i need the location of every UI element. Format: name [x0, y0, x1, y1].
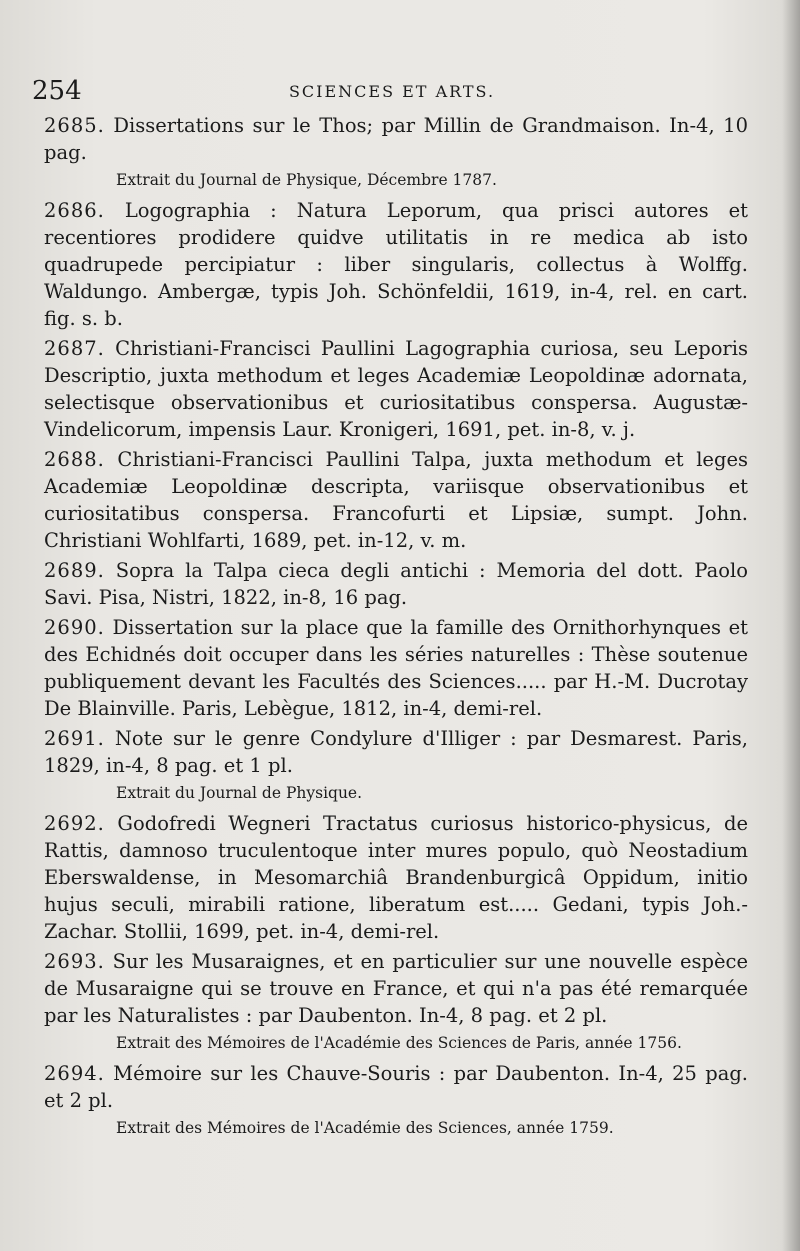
bibliography-entry — [44, 810, 748, 945]
entry-number: 2687. — [44, 337, 105, 360]
entry-number: 2691. — [44, 727, 105, 750]
entry-number: 2693. — [44, 950, 105, 973]
entry-number: 2690. — [44, 616, 105, 639]
bibliography-entry — [44, 446, 748, 554]
bibliography-entry — [44, 112, 748, 166]
entry-number: 2685. — [44, 114, 105, 137]
bibliography-entry — [44, 335, 748, 443]
page-number: 254 — [32, 76, 82, 106]
entry-text: Sopra la Talpa cieca degli antichi : Memoria del dott. Paolo Savi. Pisa, Nistri, 1822, in-8, 16 pag. — [44, 559, 749, 609]
page-header — [32, 76, 752, 110]
entry-note: Extrait du Journal de Physique. — [116, 784, 363, 802]
entry-text: Godofredi Wegneri Tractatus curiosus historico-physicus, de Rattis, damnoso truculentoque inter mures populo, quò Neostadium Eberswaldense, in Mesomarchiâ Brandenburgicâ Oppidum, initio hujus seculi, mirabili ratione, liberatum est..... Gedani, typis Joh.-Zachar. Stollii, 1699, pet. in-4, demi-rel. — [44, 812, 749, 943]
entry-text: Dissertations sur le Thos; par Millin de Grandmaison. In-4, 10 pag. — [44, 114, 748, 164]
page-edge-shadow — [782, 0, 800, 1251]
entry-number: 2688. — [44, 448, 105, 471]
bibliography-entry — [44, 1060, 748, 1114]
entry-text: Logographia : Natura Leporum, qua prisci autores et recentiores prodidere quidve utilitatis in re medica ab isto quadrupede percipiatur : liber singularis, collectus à Wolffg. Waldungo. Ambergæ, typis Joh. Schönfeldii, 1619, in-4, rel. en cart. fig. s. b. — [44, 199, 748, 330]
entry-note: Extrait du Journal de Physique, Décembre 1787. — [116, 171, 497, 189]
running-title: SCIENCES ET ARTS. — [288, 82, 496, 101]
entry-note: Extrait des Mémoires de l'Académie des Sciences de Paris, année 1756. — [116, 1034, 682, 1052]
bibliography-entry — [44, 557, 748, 611]
entry-text: Christiani-Francisci Paullini Lagographia curiosa, seu Leporis Descriptio, juxta methodum et leges Academiæ Leopoldinæ adornata, selectisque observationibus et curiositatibus conspersa. Augustæ-Vindelicorum, impensis Laur. Kronigeri, 1691, pet. in-8, v. j. — [44, 337, 748, 441]
bibliography-entry — [44, 948, 748, 1029]
bibliography-entry — [44, 197, 748, 332]
entry-number: 2692. — [44, 812, 105, 835]
bibliography-entry — [44, 725, 748, 779]
entry-number: 2689. — [44, 559, 105, 582]
entry-text: Dissertation sur la place que la famille des Ornithorhynques et des Echidnés doit occuper dans les séries naturelles : Thèse soutenue publiquement devant les Facultés des Sciences..... par H.-M. Ducrotay De Blainville. Paris, Lebègue, 1812, in-4, demi-rel. — [44, 616, 749, 720]
entry-text: Note sur le genre Condylure d'Illiger : par Desmarest. Paris, 1829, in-4, 8 pag. et 1 pl. — [44, 727, 748, 777]
entry-number: 2686. — [44, 199, 105, 222]
entry-note: Extrait des Mémoires de l'Académie des Sciences, année 1759. — [116, 1119, 614, 1137]
bibliography-list — [44, 112, 748, 1145]
entry-text: Christiani-Francisci Paullini Talpa, juxta methodum et leges Academiæ Leopoldinæ descripta, variisque observationibus et curiositatibus conspersa. Francofurti et Lipsiæ, sumpt. John. Christiani Wohlfarti, 1689, pet. in-12, v. m. — [44, 448, 748, 552]
entry-number: 2694. — [44, 1062, 105, 1085]
entry-text: Sur les Musaraignes, et en particulier sur une nouvelle espèce de Musaraigne qui se trouve en France, et qui n'a pas été remarquée par les Naturalistes : par Daubenton. In-4, 8 pag. et 2 pl. — [44, 950, 749, 1027]
bibliography-entry — [44, 614, 748, 722]
entry-text: Mémoire sur les Chauve-Souris : par Daubenton. In-4, 25 pag. et 2 pl. — [44, 1062, 749, 1112]
